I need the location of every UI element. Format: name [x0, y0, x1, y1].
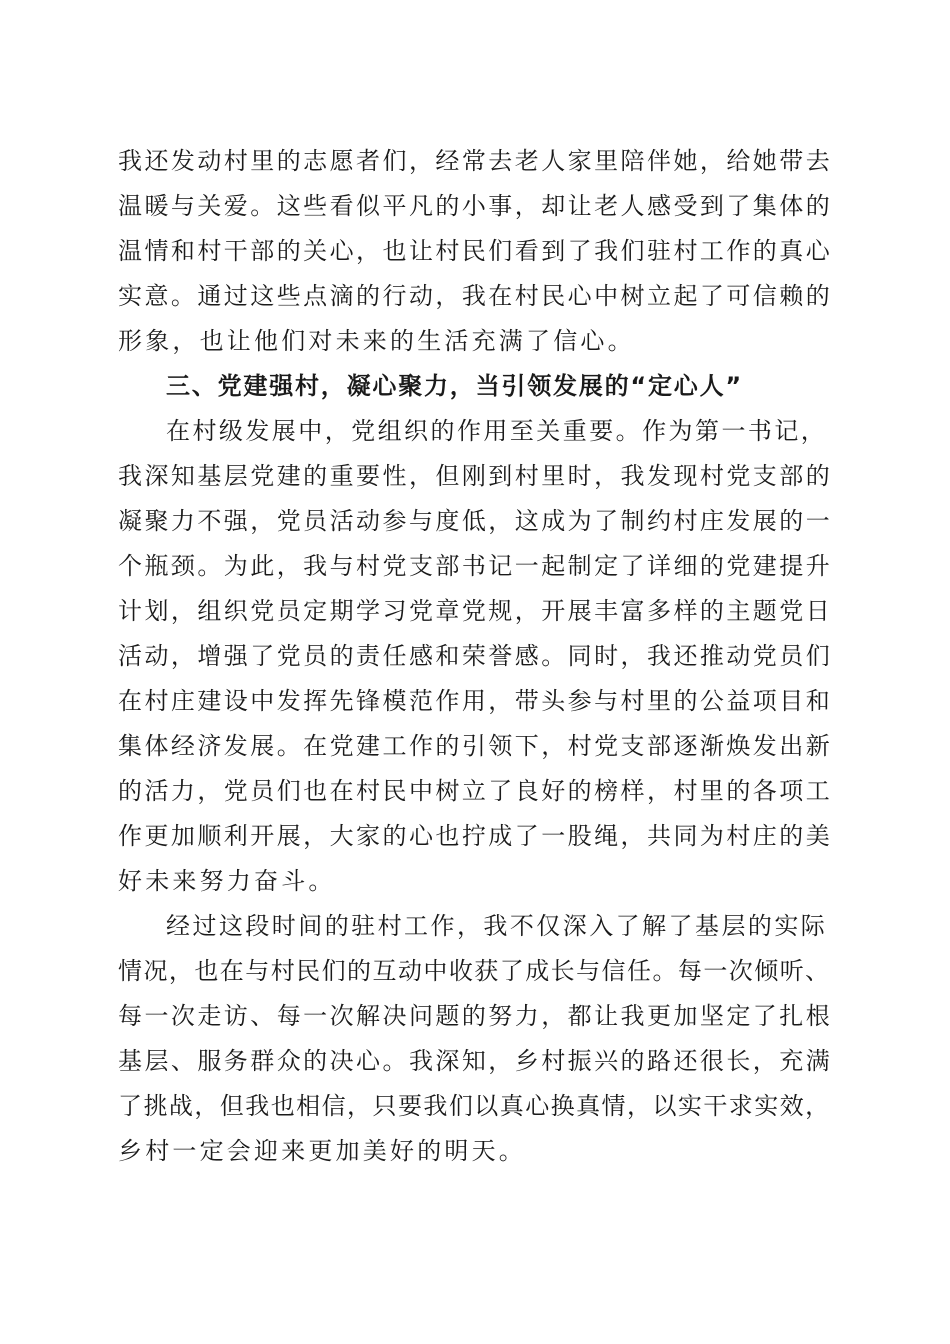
paragraph-3-line: 基层、服务群众的决心。我深知，乡村振兴的路还很长，充满: [118, 1047, 833, 1075]
paragraph-1-line: 实意。通过这些点滴的行动，我在村民心中树立起了可信赖的: [118, 282, 833, 310]
paragraph-2-line: 个瓶颈。为此，我与村党支部书记一起制定了详细的党建提升: [118, 552, 833, 580]
paragraph-2-line: 在村庄建设中发挥先锋模范作用，带头参与村里的公益项目和: [118, 687, 833, 715]
paragraph-2-line: 凝聚力不强，党员活动参与度低，这成为了制约村庄发展的一: [118, 507, 833, 535]
section-heading: 三、党建强村，凝心聚力，当引领发展的“定心人”: [166, 372, 743, 400]
paragraph-3-line: 情况，也在与村民们的互动中收获了成长与信任。每一次倾听、: [118, 957, 831, 985]
paragraph-2-line: 活动，增强了党员的责任感和荣誉感。同时，我还推动党员们: [118, 642, 833, 670]
paragraph-2-line: 计划，组织党员定期学习党章党规，开展丰富多样的主题党日: [118, 597, 833, 625]
paragraph-3-line: 乡村一定会迎来更加美好的明天。: [118, 1137, 526, 1165]
paragraph-1-line: 温情和村干部的关心，也让村民们看到了我们驻村工作的真心: [118, 237, 833, 265]
paragraph-1-line: 我还发动村里的志愿者们，经常去老人家里陪伴她，给她带去: [118, 147, 833, 175]
paragraph-3-line: 了挑战，但我也相信，只要我们以真心换真情，以实干求实效，: [118, 1092, 831, 1120]
paragraph-2-line: 作更加顺利开展，大家的心也拧成了一股绳，共同为村庄的美: [118, 822, 833, 850]
paragraph-2-line: 好未来努力奋斗。: [118, 867, 336, 895]
paragraph-2-line: 的活力，党员们也在村民中树立了良好的榜样，村里的各项工: [118, 777, 833, 805]
paragraph-3-line: 每一次走访、每一次解决问题的努力，都让我更加坚定了扎根: [118, 1002, 833, 1030]
paragraph-2-line: 集体经济发展。在党建工作的引领下，村党支部逐渐焕发出新: [118, 732, 833, 760]
paragraph-2-line: 在村级发展中，党组织的作用至关重要。作为第一书记，: [166, 417, 828, 445]
paragraph-2-line: 我深知基层党建的重要性，但刚到村里时，我发现村党支部的: [118, 462, 833, 490]
paragraph-1-line: 温暖与关爱。这些看似平凡的小事，却让老人感受到了集体的: [118, 192, 833, 220]
paragraph-3-line: 经过这段时间的驻村工作，我不仅深入了解了基层的实际: [166, 912, 828, 940]
paragraph-1-line: 形象，也让他们对未来的生活充满了信心。: [118, 327, 635, 355]
